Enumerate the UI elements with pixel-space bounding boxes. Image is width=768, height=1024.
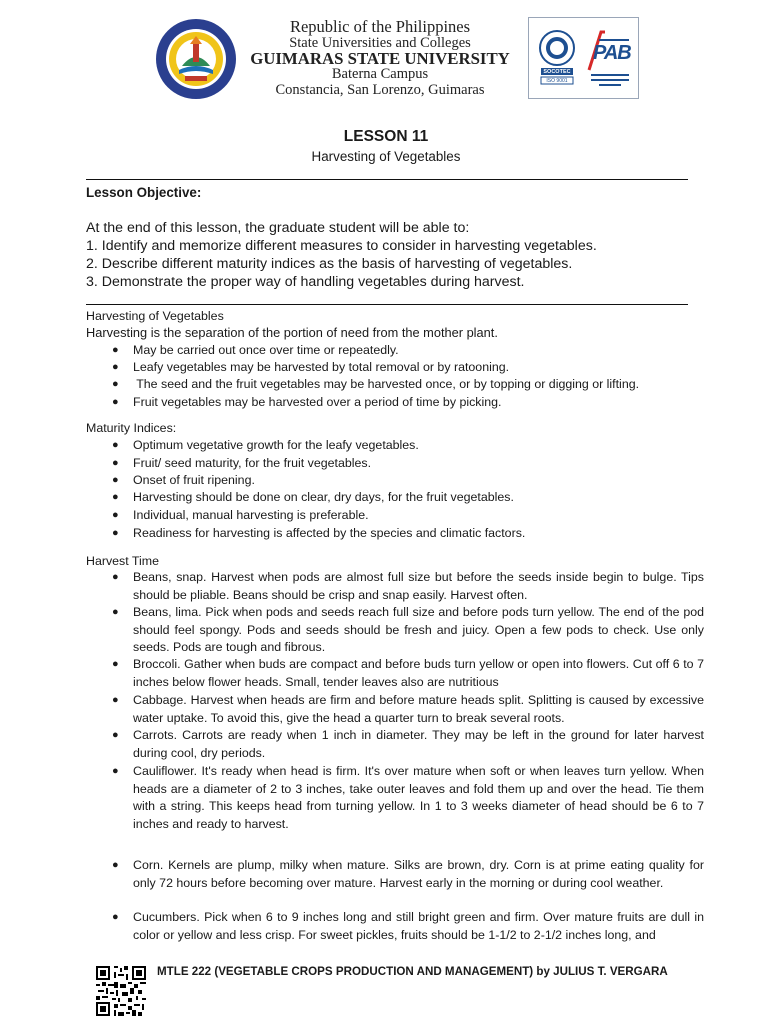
bullet-icon: ●: [112, 509, 119, 521]
bullet-icon: ●: [112, 491, 119, 503]
objective-intro: At the end of this lesson, the graduate student will be able to:: [86, 220, 470, 236]
bullet-icon: ●: [112, 527, 119, 539]
objective-item: 3. Demonstrate the proper way of handling vegetables during harvest.: [86, 274, 525, 290]
bullet-icon: ●: [112, 729, 119, 741]
bullet-icon: ●: [112, 694, 119, 706]
bullet-icon: ●: [112, 396, 119, 408]
objective-heading: Lesson Objective:: [86, 185, 202, 200]
harvesting-heading: Harvesting of Vegetables: [86, 309, 224, 323]
divider-top: [86, 179, 688, 180]
bullet-icon: ●: [112, 606, 119, 618]
republic-heading: Republic of the Philippines: [289, 17, 471, 36]
bullet-icon: ●: [112, 344, 119, 356]
bullet-icon: ●: [112, 658, 119, 670]
bullet-icon: ●: [112, 571, 119, 583]
qr-code-icon: [96, 966, 146, 1016]
maturity-heading: Maturity Indices:: [86, 421, 177, 435]
bullet-icon: ●: [112, 474, 119, 486]
bullet-icon: ●: [112, 361, 119, 373]
bullet-icon: ●: [112, 439, 119, 451]
pab-label: PAB: [593, 42, 631, 64]
objective-item: 2. Describe different maturity indices as the basis of harvesting of vegetables.: [86, 256, 573, 272]
divider-bottom: [86, 304, 688, 305]
harvesting-definition: Harvesting is the separation of the portion of need from the mother plant.: [86, 325, 498, 340]
campus-address: Constancia, San Lorenzo, Guimaras: [275, 82, 485, 98]
university-name: GUIMARAS STATE UNIVERSITY: [250, 49, 510, 68]
university-seal-logo: [155, 18, 237, 100]
iso-label: ISO 9001: [546, 78, 568, 84]
bullet-icon: ●: [112, 457, 119, 469]
footer-course-label: MTLE 222 (VEGETABLE CROPS PRODUCTION AND MANAGEMENT) by JULIUS T. VERGARA: [157, 965, 668, 978]
certification-logos: [528, 17, 639, 99]
bullet-icon: ●: [112, 765, 119, 777]
bullet-icon: ●: [112, 378, 119, 390]
campus-name: Baterna Campus: [331, 66, 429, 82]
objective-item: 1. Identify and memorize different measures to consider in harvesting vegetables.: [86, 238, 597, 254]
lesson-title: LESSON 11: [343, 128, 429, 145]
socotec-label: SOCOTEC: [543, 69, 571, 75]
bullet-icon: ●: [112, 911, 119, 923]
lesson-subtitle: Harvesting of Vegetables: [311, 149, 461, 164]
bullet-icon: ●: [112, 859, 119, 871]
harvest-time-heading: Harvest Time: [86, 554, 159, 568]
system-heading: State Universities and Colleges: [289, 35, 471, 51]
